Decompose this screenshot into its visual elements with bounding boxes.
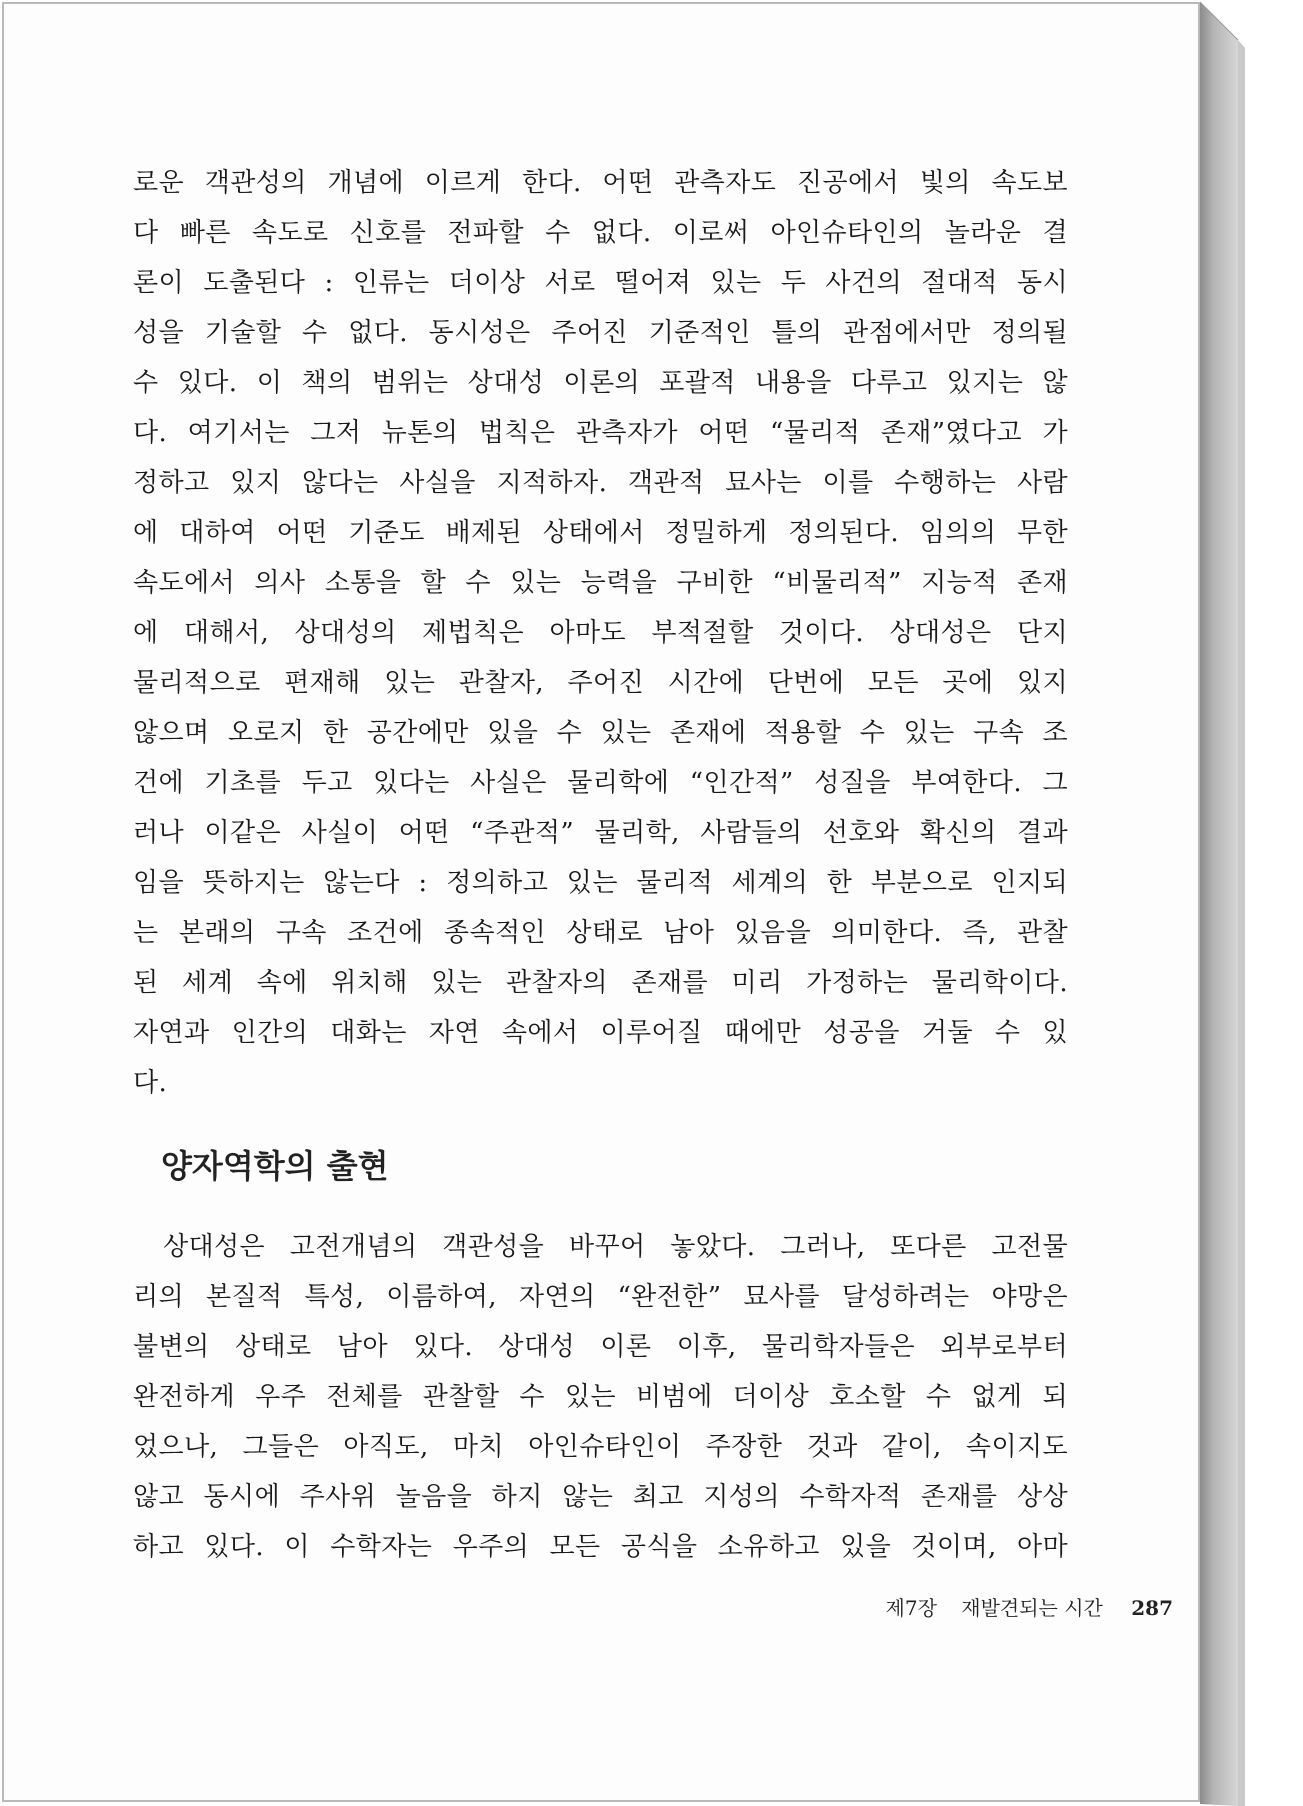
text-line: 에 대하여 어떤 기준도 배제된 상태에서 정밀하게 정의된다. 임의의 무한 <box>133 518 1068 548</box>
body-paragraph-2 <box>133 1222 1068 1572</box>
footer-chapter-title: 재발견되는 시간 <box>961 1596 1103 1620</box>
text-line: 러나 이같은 사실이 어떤 “주관적” 물리학, 사람들의 선호와 확신의 결과 <box>133 818 1068 848</box>
text-line: 성을 기술할 수 없다. 동시성은 주어진 기준적인 틀의 관점에서만 정의될 <box>133 318 1068 348</box>
text-line: 수 있다. 이 책의 범위는 상대성 이론의 포괄적 내용을 다루고 있지는 않 <box>133 368 1068 398</box>
text-line: 리의 본질적 특성, 이름하여, 자연의 “완전한” 묘사를 달성하려는 야망은 <box>133 1282 1068 1312</box>
text-line: 건에 기초를 두고 있다는 사실은 물리학에 “인간적” 성질을 부여한다. 그 <box>133 768 1068 798</box>
text-line: 론이 도출된다 : 인류는 더이상 서로 떨어져 있는 두 사건의 절대적 동시 <box>133 268 1068 298</box>
text-line: 다 빠른 속도로 신호를 전파할 수 없다. 이로써 아인슈타인의 놀라운 결 <box>133 218 1068 248</box>
text-line: 는 본래의 구속 조건에 종속적인 상태로 남아 있음을 의미한다. 즉, 관찰 <box>133 918 1068 948</box>
text-line: 하고 있다. 이 수학자는 우주의 모든 공식을 소유하고 있을 것이며, 아마 <box>133 1532 1068 1562</box>
text-line: 로운 객관성의 개념에 이르게 한다. 어떤 관측자도 진공에서 빛의 속도보 <box>133 168 1068 198</box>
text-line: 않으며 오로지 한 공간에만 있을 수 있는 존재에 적용할 수 있는 구속 조 <box>133 718 1068 748</box>
text-line: 다. 여기서는 그저 뉴톤의 법칙은 관측자가 어떤 “물리적 존재”였다고 가 <box>133 418 1068 448</box>
text-line: 않고 동시에 주사위 놀음을 하지 않는 최고 지성의 수학자적 존재를 상상 <box>133 1482 1068 1512</box>
body-paragraph-1 <box>133 158 1068 1108</box>
section-heading: 양자역학의 출현 <box>161 1147 389 1185</box>
running-footer <box>733 1588 1173 1628</box>
text-line: 완전하게 우주 전체를 관찰할 수 있는 비범에 더이상 호소할 수 없게 되 <box>133 1382 1068 1412</box>
text-line: 정하고 있지 않다는 사실을 지적하자. 객관적 묘사는 이를 수행하는 사람 <box>133 468 1068 498</box>
text-line: 다. <box>133 1068 168 1098</box>
text-line: 에 대해서, 상대성의 제법칙은 아마도 부적절할 것이다. 상대성은 단지 <box>133 618 1068 648</box>
text-line: 속도에서 의사 소통을 할 수 있는 능력을 구비한 “비물리적” 지능적 존재 <box>133 568 1068 598</box>
text-line: 었으나, 그들은 아직도, 마치 아인슈타인이 주장한 것과 같이, 속이지도 <box>133 1432 1068 1462</box>
page-number: 287 <box>1131 1596 1173 1620</box>
text-line: 된 세계 속에 위치해 있는 관찰자의 존재를 미리 가정하는 물리학이다. <box>133 968 1068 998</box>
text-line: 자연과 인간의 대화는 자연 속에서 이루어질 때에만 성공을 거둘 수 있 <box>133 1018 1068 1048</box>
footer-chapter: 제7장 <box>885 1596 937 1620</box>
text-line: 상대성은 고전개념의 객관성을 바꾸어 놓았다. 그러나, 또다른 고전물 <box>163 1232 1068 1262</box>
text-line: 불변의 상태로 남아 있다. 상대성 이론 이후, 물리학자들은 외부로부터 <box>133 1332 1068 1362</box>
text-line: 물리적으로 편재해 있는 관찰자, 주어진 시간에 단번에 모든 곳에 있지 <box>133 668 1068 698</box>
text-line: 임을 뜻하지는 않는다 : 정의하고 있는 물리적 세계의 한 부분으로 인지되 <box>133 868 1068 898</box>
page-edge-shadow <box>1200 0 1303 1806</box>
